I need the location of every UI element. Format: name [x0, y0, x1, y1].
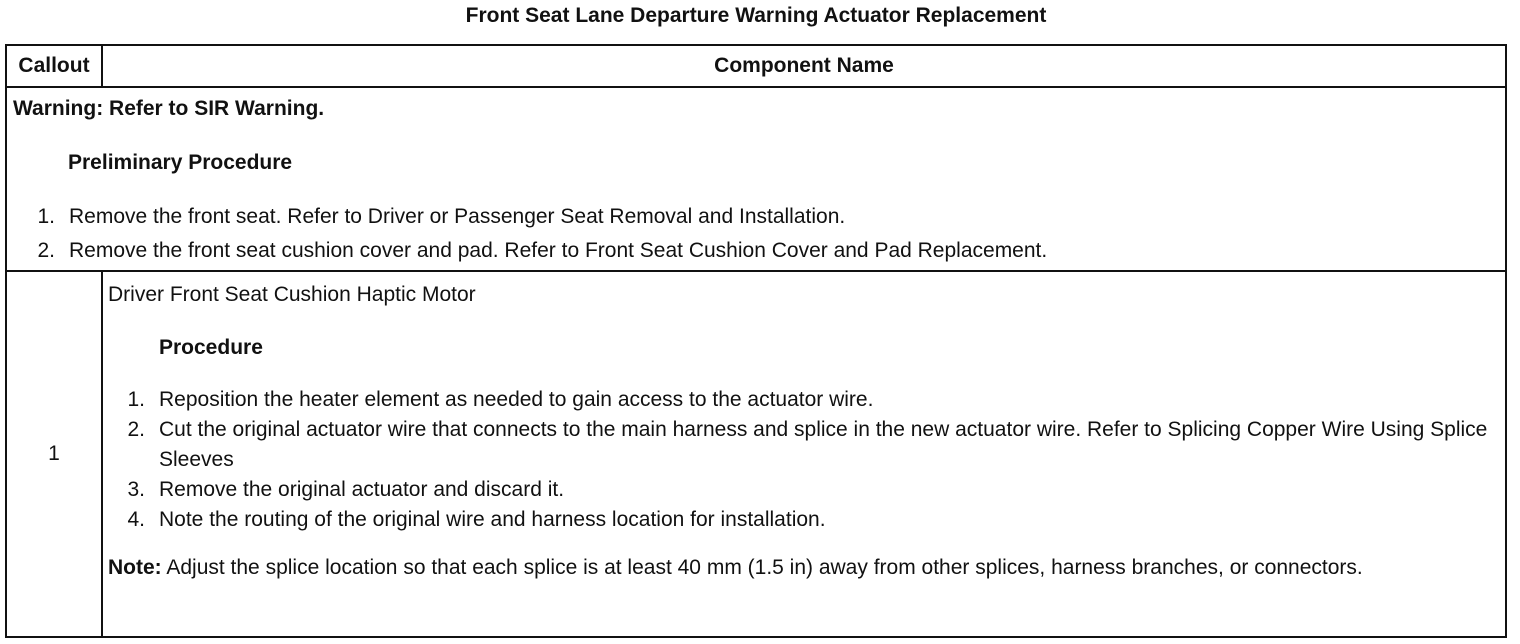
note-text: Adjust the splice location so that each splice is at least 40 mm (1.5 in) away from other splices, harness branches, or connectors. — [161, 556, 1363, 579]
step-text: Note the routing of the original wire and harness location for installation. — [159, 508, 826, 531]
step-number: 2. — [127, 418, 145, 441]
step-text: Cut the original actuator wire that connects to the main harness and splice in the new actuator wire. Refer to Splicing Copper Wire Using Splice Sleeves — [159, 418, 1488, 471]
step-number: 4. — [127, 508, 145, 531]
list-item — [108, 415, 1505, 475]
preliminary-row — [6, 87, 1506, 271]
component-table — [5, 44, 1507, 638]
step-text: Remove the original actuator and discard it. — [159, 478, 565, 501]
preliminary-steps-list — [13, 200, 1505, 268]
step-number: 1. — [127, 388, 145, 411]
component-cell — [102, 271, 1506, 637]
step-number: 1. — [37, 205, 55, 228]
step-text: Remove the front seat cushion cover and pad. Refer to Front Seat Cushion Cover and Pad Replacement. — [69, 239, 1048, 262]
component-name-column-header: Component Name — [102, 45, 1506, 87]
procedure-steps-list — [108, 385, 1505, 535]
list-item — [108, 385, 1505, 415]
warning-text: Warning: Refer to SIR Warning. — [13, 97, 325, 120]
step-number: 3. — [127, 478, 145, 501]
note-label: Note: — [108, 556, 162, 579]
list-item — [13, 200, 1505, 234]
table-row — [6, 271, 1506, 637]
procedure-heading: Procedure — [159, 336, 263, 359]
page-title: Front Seat Lane Departure Warning Actuator Replacement — [465, 4, 1047, 27]
list-item — [108, 475, 1505, 505]
table-header-row — [6, 45, 1506, 87]
callout-column-header: Callout — [6, 45, 102, 87]
note-paragraph — [108, 553, 1505, 583]
preliminary-procedure-heading: Preliminary Procedure — [68, 151, 293, 174]
callout-number: 1 — [6, 271, 102, 637]
list-item — [108, 505, 1505, 535]
preliminary-cell — [6, 87, 1506, 271]
component-name: Driver Front Seat Cushion Haptic Motor — [108, 283, 476, 306]
step-number: 2. — [37, 239, 55, 262]
step-text: Remove the front seat. Refer to Driver or Passenger Seat Removal and Installation. — [69, 205, 846, 228]
list-item — [13, 234, 1505, 268]
step-text: Reposition the heater element as needed to gain access to the actuator wire. — [159, 388, 874, 411]
